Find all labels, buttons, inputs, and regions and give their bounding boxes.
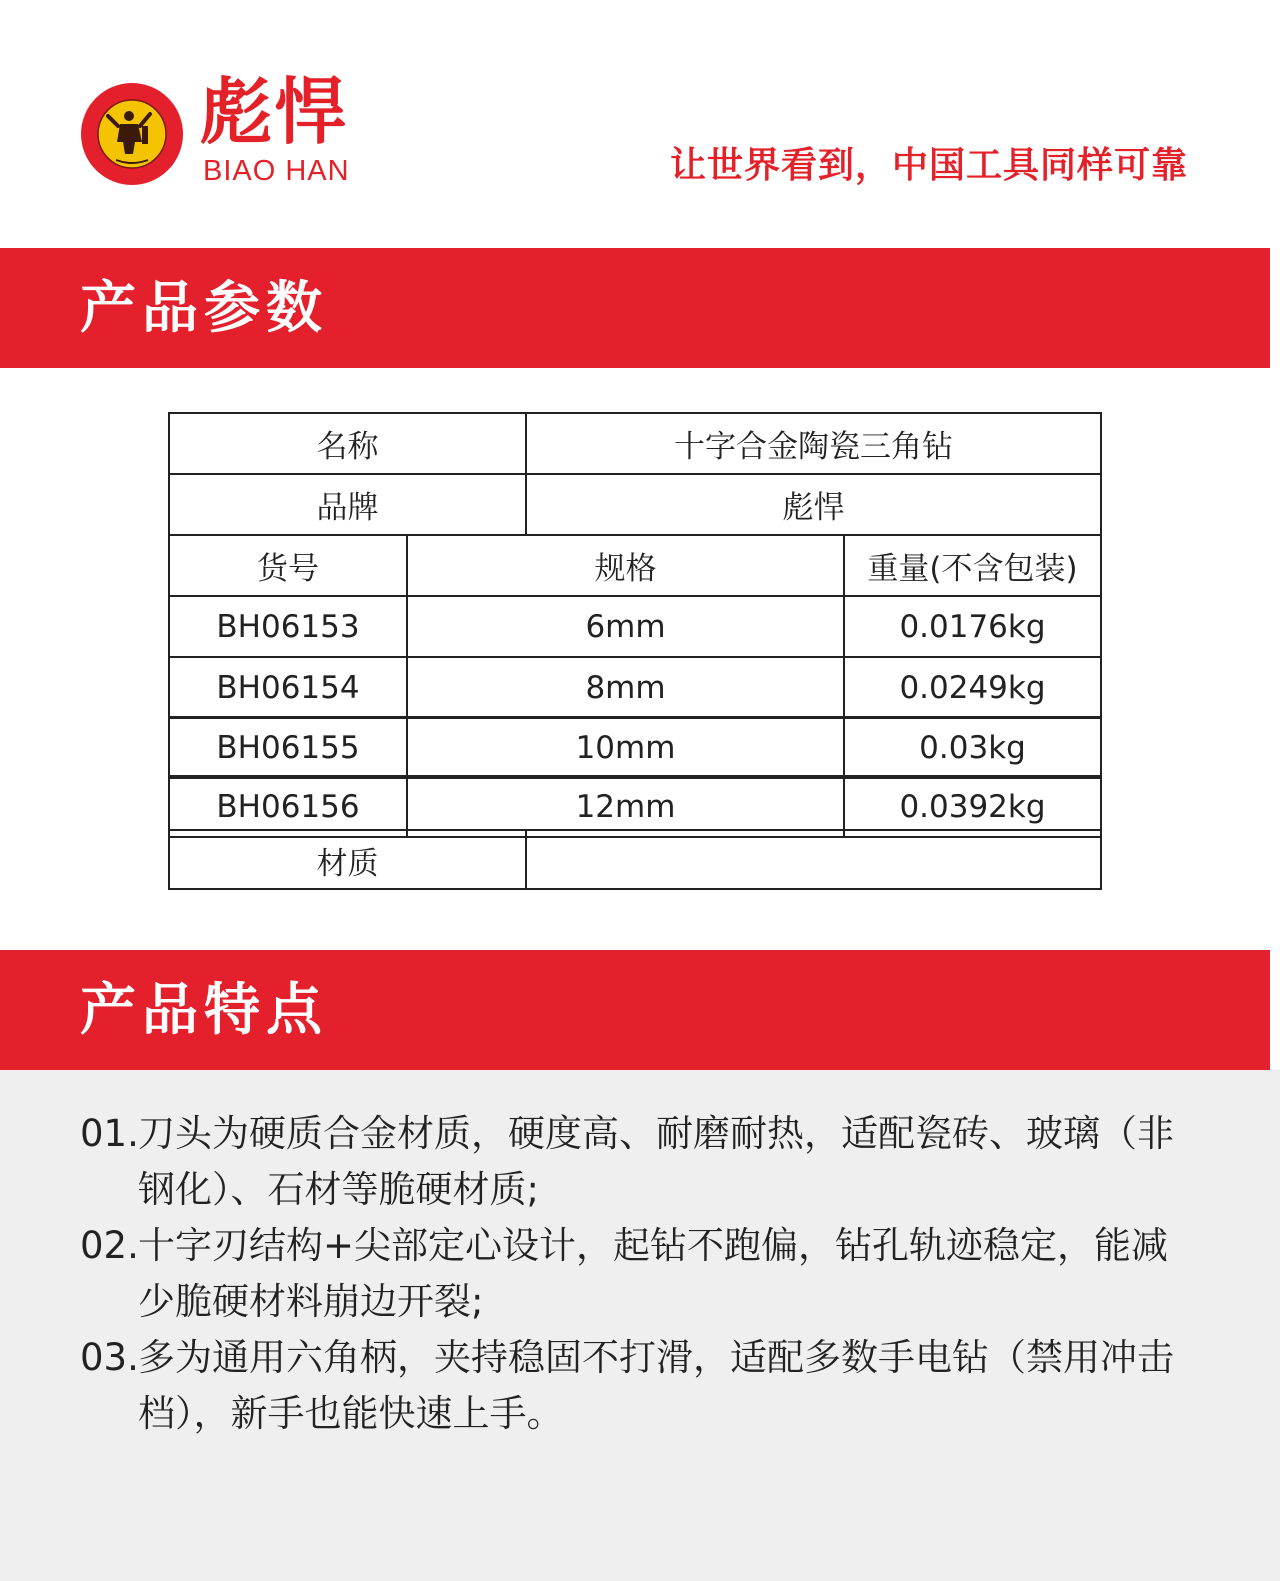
spec-cell: 10mm [408,718,845,777]
table-row-brand [170,473,1100,536]
spec-table [168,412,1102,890]
sku-cell: BH06156 [170,777,408,836]
sku-cell: BH06154 [170,658,408,717]
col-header-sku: 货号 [170,536,408,595]
brand-label: 品牌 [170,475,527,534]
table-row [170,595,1100,658]
table-row-material [170,829,1100,890]
brand-name-cn: 彪悍 [200,69,349,154]
col-header-spec: 规格 [408,536,845,595]
features-list [0,1070,1280,1581]
brand-slogan: 让世界看到，中国工具同样可靠 [669,145,1188,186]
sku-cell: BH06153 [170,597,408,656]
weight-cell: 0.0392kg [899,788,1046,825]
table-row [170,656,1100,719]
params-section-title: 产品参数 [80,276,328,341]
feature-text: 多为通用六角柄，夹持稳固不打滑，适配多数手电钻（禁用冲击档），新手也能快速上手。 [138,1336,1174,1435]
material-value [527,831,1100,890]
page-header [0,0,1280,248]
material-label: 材质 [170,831,527,890]
sku-cell: BH06155 [170,718,408,777]
table-header-row [170,534,1100,597]
feature-item [80,1218,1190,1330]
name-label: 名称 [170,414,527,473]
features-section-bar [0,950,1270,1070]
brand-value: 彪悍 [782,490,845,526]
col-header-weight: 重量(不含包装) [867,551,1078,587]
name-value: 十字合金陶瓷三角钻 [674,429,953,465]
brand-seal-logo [80,82,184,186]
weight-cell: 0.0176kg [899,608,1046,645]
feature-number: 02. [80,1224,139,1267]
table-row-name [170,414,1100,475]
brand-name-en: BIAO HAN [203,155,350,187]
feature-text: 刀头为硬质合金材质，硬度高、耐磨耐热，适配瓷砖、玻璃（非钢化）、石材等脆硬材质; [138,1112,1174,1211]
spec-cell: 6mm [408,597,845,656]
feature-item [80,1330,1190,1442]
feature-item [80,1106,1190,1218]
table-row [170,716,1100,779]
spec-cell: 8mm [408,658,845,717]
spec-cell: 12mm [408,777,845,836]
weight-cell: 0.0249kg [899,669,1046,706]
weight-cell: 0.03kg [919,729,1026,766]
feature-text: 十字刃结构+尖部定心设计，起钻不跑偏，钻孔轨迹稳定，能减少脆硬材料崩边开裂; [138,1224,1169,1323]
features-section-title: 产品特点 [80,978,328,1043]
params-section-bar [0,248,1270,368]
feature-number: 03. [80,1336,139,1379]
feature-number: 01. [80,1112,139,1155]
